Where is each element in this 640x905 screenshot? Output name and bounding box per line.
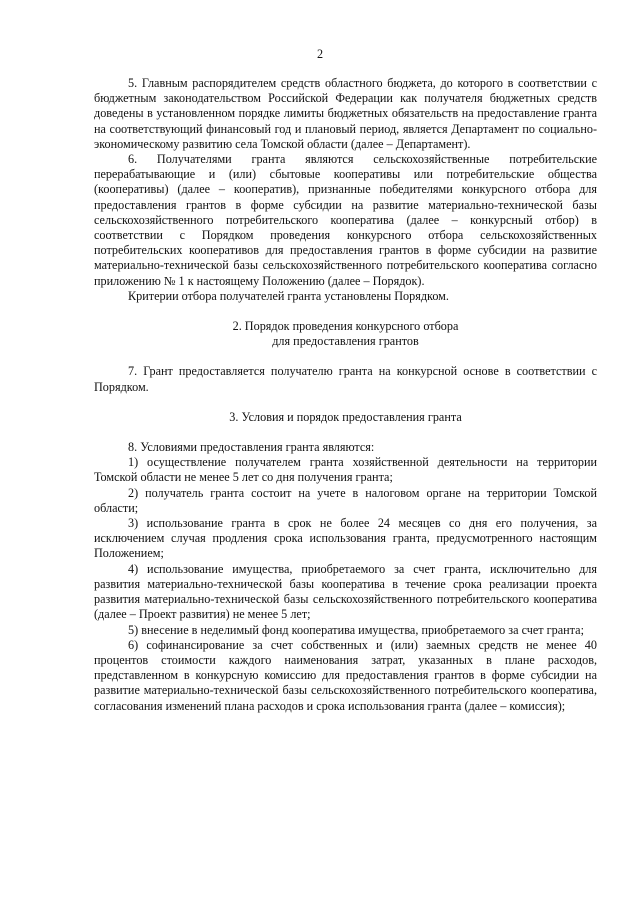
section-3-heading: 3. Условия и порядок предоставления гранта	[229, 409, 462, 424]
section-2-heading-line-1: 2. Порядок проведения конкурсного отбора	[232, 319, 459, 334]
paragraph-8: 8. Условиями предоставления гранта являются:	[128, 440, 375, 455]
condition-5: 5) внесение в неделимый фонд кооператива имущества, приобретаемого за счет гранта;	[128, 622, 584, 637]
page-number: 2	[316, 47, 324, 61]
condition-3: 3) использование гранта в срок не более 24 месяцев со дня его получения, за исключением случая продления срока использования гранта, предусмотренного настоящим Положением;	[94, 516, 597, 561]
condition-1: 1) осуществление получателем гранта хозяйственной деятельности на территории Томской области не менее 5 лет со дня получения гранта;	[94, 455, 597, 485]
condition-4: 4) использование имущества, приобретаемого за счет гранта, исключительно для развития материально-технической базы кооператива в течение срока реализации проекта развития материально-технической базы сельскохозяйственного потребительского кооператива (далее – Проект развития) не менее 5 лет;	[94, 561, 597, 622]
condition-2: 2) получатель гранта состоит на учете в налоговом органе на территории Томской области;	[94, 485, 597, 515]
document-body	[94, 0, 597, 714]
condition-6: 6) софинансирование за счет собственных и (или) заемных средств не менее 40 процентов стоимости каждого наименования затрат, указанных в плане расходов, представленном в конкурсную комиссию для предоставления грантов в форме субсидии на развитие материально-технической базы сельскохозяйственного потребительского кооператива, согласования изменений плана расходов и срока использования гранта (далее – комиссия);	[94, 637, 597, 713]
paragraph-5: 5. Главным распорядителем средств областного бюджета, до которого в соответствии с бюджетным законодательством Российской Федерации как получателя бюджетных средств доведены в установленном порядке лимиты бюджетных обязательств на предоставление гранта на соответствующий финансовый год и плановый период, является Департамент по социально-экономическому развитию села Томской области (далее – Департамент).	[94, 76, 597, 151]
section-2-heading-line-2: для предоставления грантов	[272, 334, 419, 349]
paragraph-6: 6. Получателями гранта являются сельскохозяйственные потребительские перерабатывающие и (или) сбытовые кооперативы или потребительские общества (кооперативы) (далее – кооператив), признанные победителями конкурсного отбора для предоставления грантов в форме субсидии на развитие материально-технической базы сельскохозяйственного потребительского кооператива (далее – конкурсный отбор) в соответствии с Порядком проведения конкурсного отбора сельскохозяйственных потребительских кооперативов для предоставления грантов в форме субсидии на развитие материально-технической базы сельскохозяйственного потребительского кооператива согласно приложению № 1 к настоящему Положению (далее – Порядок).	[94, 152, 597, 288]
paragraph-7: 7. Грант предоставляется получателю гранта на конкурсной основе в соответствии с Порядком.	[94, 364, 597, 394]
paragraph-criteria: Критерии отбора получателей гранта установлены Порядком.	[128, 288, 449, 303]
